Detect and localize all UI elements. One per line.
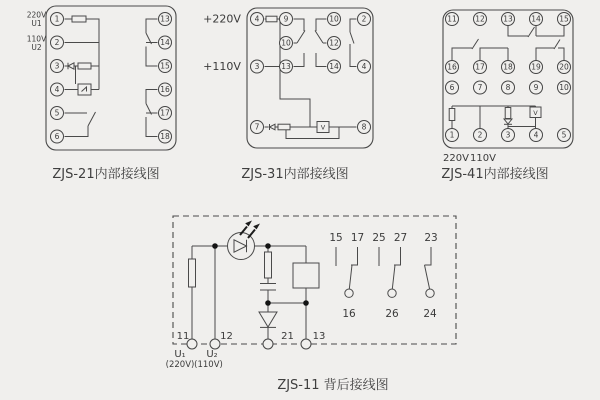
resistor-icon — [505, 108, 511, 119]
zjs11-terminal-12 — [210, 339, 220, 349]
zjs21-terminal-3 — [51, 60, 64, 73]
zjs11-caption: ZJS-11 背后接线图 — [277, 378, 389, 393]
relay-coil-icon — [530, 107, 541, 118]
svg-text:13: 13 — [160, 14, 170, 24]
zjs21-u1-label: U1 — [31, 19, 42, 28]
junction-dot — [265, 300, 271, 306]
zjs21-terminal-13 — [159, 13, 172, 26]
zjs41-caption: ZJS-41内部接线图 — [441, 167, 549, 182]
zjs31-terminal-7 — [251, 121, 264, 134]
zjs11-terminal-12-label: 12 — [220, 331, 233, 342]
svg-text:12: 12 — [475, 14, 485, 24]
contact-label-16: 16 — [342, 308, 356, 320]
svg-text:6: 6 — [449, 83, 455, 93]
svg-text:4: 4 — [254, 14, 260, 24]
svg-text:6: 6 — [54, 132, 60, 142]
zjs31-terminal-8 — [358, 121, 371, 134]
zjs41-terminal-19 — [530, 61, 543, 74]
resistor-icon — [449, 109, 455, 121]
svg-text:2: 2 — [54, 38, 60, 48]
zjs31-terminal-4-top — [251, 13, 264, 26]
resistor-icon — [78, 63, 91, 69]
zjs11-terminal-21-label: 21 — [281, 331, 294, 342]
zjs21-terminal-1 — [51, 13, 64, 26]
svg-text:12: 12 — [329, 38, 339, 48]
zjs11-u2-voltage-label: (110V) — [194, 360, 223, 370]
zjs21-terminal-16 — [159, 83, 172, 96]
zjs31-terminal-3 — [251, 60, 264, 73]
contact-label-26: 26 — [385, 308, 399, 320]
svg-text:3: 3 — [505, 130, 511, 140]
zjs11-u2-label: U₂ — [206, 349, 218, 360]
zjs31-terminal-10a — [280, 37, 293, 50]
svg-text:10: 10 — [329, 14, 339, 24]
zjs41-terminal-13 — [502, 13, 515, 26]
zjs21-enclosure-box — [46, 6, 176, 150]
svg-text:8: 8 — [361, 122, 367, 132]
svg-text:3: 3 — [254, 62, 260, 72]
svg-text:16: 16 — [160, 85, 170, 95]
zjs21-terminal-18 — [159, 130, 172, 143]
contact-switch-icon — [146, 90, 158, 137]
relay-box-icon — [293, 263, 319, 288]
zjs31-terminal-2 — [358, 13, 371, 26]
zjs41-terminal-16 — [446, 61, 459, 74]
svg-text:18: 18 — [160, 132, 170, 142]
zjs41-terminal-2 — [474, 129, 487, 142]
svg-text:7: 7 — [477, 83, 483, 93]
contact-point — [388, 289, 396, 297]
zjs31-terminal-10b — [328, 13, 341, 26]
diode-icon — [259, 312, 277, 327]
zjs21-terminal-4 — [51, 83, 64, 96]
diode-icon — [68, 63, 74, 69]
zjs41-terminal-9 — [530, 81, 543, 94]
zjs31-terminal-14 — [328, 60, 341, 73]
relay-coil-icon — [317, 122, 329, 133]
diode-icon — [504, 119, 512, 124]
svg-text:3: 3 — [54, 61, 60, 71]
resistor-icon — [266, 16, 277, 22]
contact-switch-icon — [508, 26, 564, 38]
svg-text:4: 4 — [54, 85, 60, 95]
zjs41-terminal-7 — [474, 81, 487, 94]
zjs21-u2-voltage-label: 110V — [26, 34, 47, 44]
zjs31-terminal-4-bottom — [358, 60, 371, 73]
svg-text:11: 11 — [447, 14, 457, 24]
svg-text:8: 8 — [505, 83, 511, 93]
zjs21-terminal-5 — [51, 107, 64, 120]
svg-text:19: 19 — [531, 62, 541, 72]
svg-text:14: 14 — [160, 38, 170, 48]
contact-label-15: 15 — [329, 232, 343, 244]
svg-text:14: 14 — [329, 62, 339, 72]
svg-text:10: 10 — [559, 83, 569, 93]
contact-switch-icon — [379, 247, 401, 297]
zjs41-terminal-17 — [474, 61, 487, 74]
zjs11-terminal-21 — [263, 339, 273, 349]
contact-point — [426, 289, 434, 297]
zjs21-diagram — [27, 6, 176, 182]
svg-text:17: 17 — [160, 108, 170, 118]
svg-text:13: 13 — [281, 62, 291, 72]
zjs41-terminal-20 — [558, 61, 571, 74]
zjs41-terminal-12 — [474, 13, 487, 26]
zjs11-u1-voltage-label: (220V) — [165, 360, 195, 370]
zjs21-terminal-2 — [51, 36, 64, 49]
zjs11-diagram — [166, 216, 456, 393]
zjs21-terminal-6 — [51, 130, 64, 143]
zjs11-terminal-11-label: 11 — [176, 331, 190, 342]
zjs41-terminal-11 — [446, 13, 459, 26]
contact-switch-icon — [425, 247, 435, 297]
svg-text:1: 1 — [449, 130, 455, 140]
zjs31-diagram — [203, 8, 373, 182]
svg-text:2: 2 — [477, 130, 483, 140]
svg-text:1: 1 — [54, 14, 60, 24]
svg-text:15: 15 — [559, 14, 569, 24]
zjs41-terminal-6 — [446, 81, 459, 94]
junction-dot — [212, 243, 218, 249]
svg-text:14: 14 — [531, 14, 541, 24]
zjs31-220v-label: +220V — [203, 12, 241, 26]
contact-switch-icon — [452, 39, 508, 61]
junction-dot — [303, 300, 309, 306]
zjs41-terminal-15 — [558, 13, 571, 26]
zjs31-terminal-12 — [328, 37, 341, 50]
zjs31-caption: ZJS-31内部接线图 — [241, 167, 349, 182]
resistor-icon — [278, 124, 290, 130]
svg-text:2: 2 — [361, 14, 367, 24]
zjs41-terminal-14 — [530, 13, 543, 26]
contact-point — [345, 289, 353, 297]
svg-text:18: 18 — [503, 62, 513, 72]
contact-label-24: 24 — [423, 308, 437, 320]
contact-switch-icon — [65, 112, 96, 137]
svg-text:16: 16 — [447, 62, 457, 72]
contact-switch-icon — [536, 40, 564, 61]
contact-switch-icon — [350, 19, 357, 67]
zjs21-terminal-14 — [159, 36, 172, 49]
zjs11-wiring — [192, 246, 306, 339]
zjs31-terminal-9 — [280, 13, 293, 26]
zjs41-terminal-18 — [502, 61, 515, 74]
contact-switch-icon — [336, 247, 358, 297]
zjs41-terminal-4 — [530, 129, 543, 142]
resistor-icon — [72, 16, 86, 22]
svg-text:5: 5 — [54, 108, 60, 118]
resistor-icon — [189, 259, 196, 287]
zjs21-terminal-15 — [159, 60, 172, 73]
zjs41-terminal-3 — [502, 129, 515, 142]
contact-switch-icon — [294, 19, 306, 67]
capacitor-icon — [260, 284, 276, 291]
contact-label-27: 27 — [393, 232, 408, 244]
svg-text:V: V — [320, 123, 326, 132]
zjs41-110v-label: 110V — [470, 153, 496, 164]
zjs31-110v-label: +110V — [203, 60, 241, 73]
contact-label-17: 17 — [350, 232, 365, 244]
zjs21-caption: ZJS-21内部接线图 — [52, 167, 160, 182]
contact-switch-icon — [146, 19, 158, 66]
zjs21-terminal-17 — [159, 107, 172, 120]
junction-dot — [265, 243, 271, 249]
resistor-icon — [265, 252, 272, 278]
svg-text:V: V — [533, 108, 538, 117]
zjs41-terminal-8 — [502, 81, 515, 94]
svg-text:4: 4 — [361, 62, 367, 72]
zjs11-u1-label: U₁ — [174, 349, 186, 360]
zjs21-wiring-input — [65, 19, 100, 90]
svg-text:15: 15 — [160, 61, 170, 71]
svg-text:10: 10 — [281, 38, 291, 48]
contact-switch-icon — [315, 19, 327, 67]
svg-text:20: 20 — [559, 62, 569, 72]
svg-text:9: 9 — [533, 83, 539, 93]
zjs41-diagram — [441, 10, 573, 182]
zjs11-terminal-13-label: 13 — [312, 331, 326, 342]
svg-text:5: 5 — [561, 130, 567, 140]
contact-label-25: 25 — [372, 232, 386, 244]
zjs41-wiring-bottom — [452, 106, 536, 129]
svg-text:9: 9 — [283, 14, 289, 24]
contact-label-23: 23 — [424, 232, 438, 244]
zjs41-220v-label: 220V — [443, 153, 469, 164]
zjs21-u1-voltage-label: 220V — [26, 10, 47, 20]
svg-text:13: 13 — [503, 14, 513, 24]
svg-text:4: 4 — [533, 130, 539, 140]
relay-coil-icon — [78, 84, 91, 95]
zjs31-terminal-13 — [280, 60, 293, 73]
svg-text:17: 17 — [475, 62, 485, 72]
diode-icon — [270, 124, 276, 130]
zjs41-terminal-10 — [558, 81, 571, 94]
zjs21-u2-label: U2 — [31, 43, 42, 52]
svg-text:7: 7 — [254, 122, 260, 132]
zjs41-terminal-1 — [446, 129, 459, 142]
zjs11-terminal-13 — [301, 339, 311, 349]
zjs41-terminal-5 — [558, 129, 571, 142]
